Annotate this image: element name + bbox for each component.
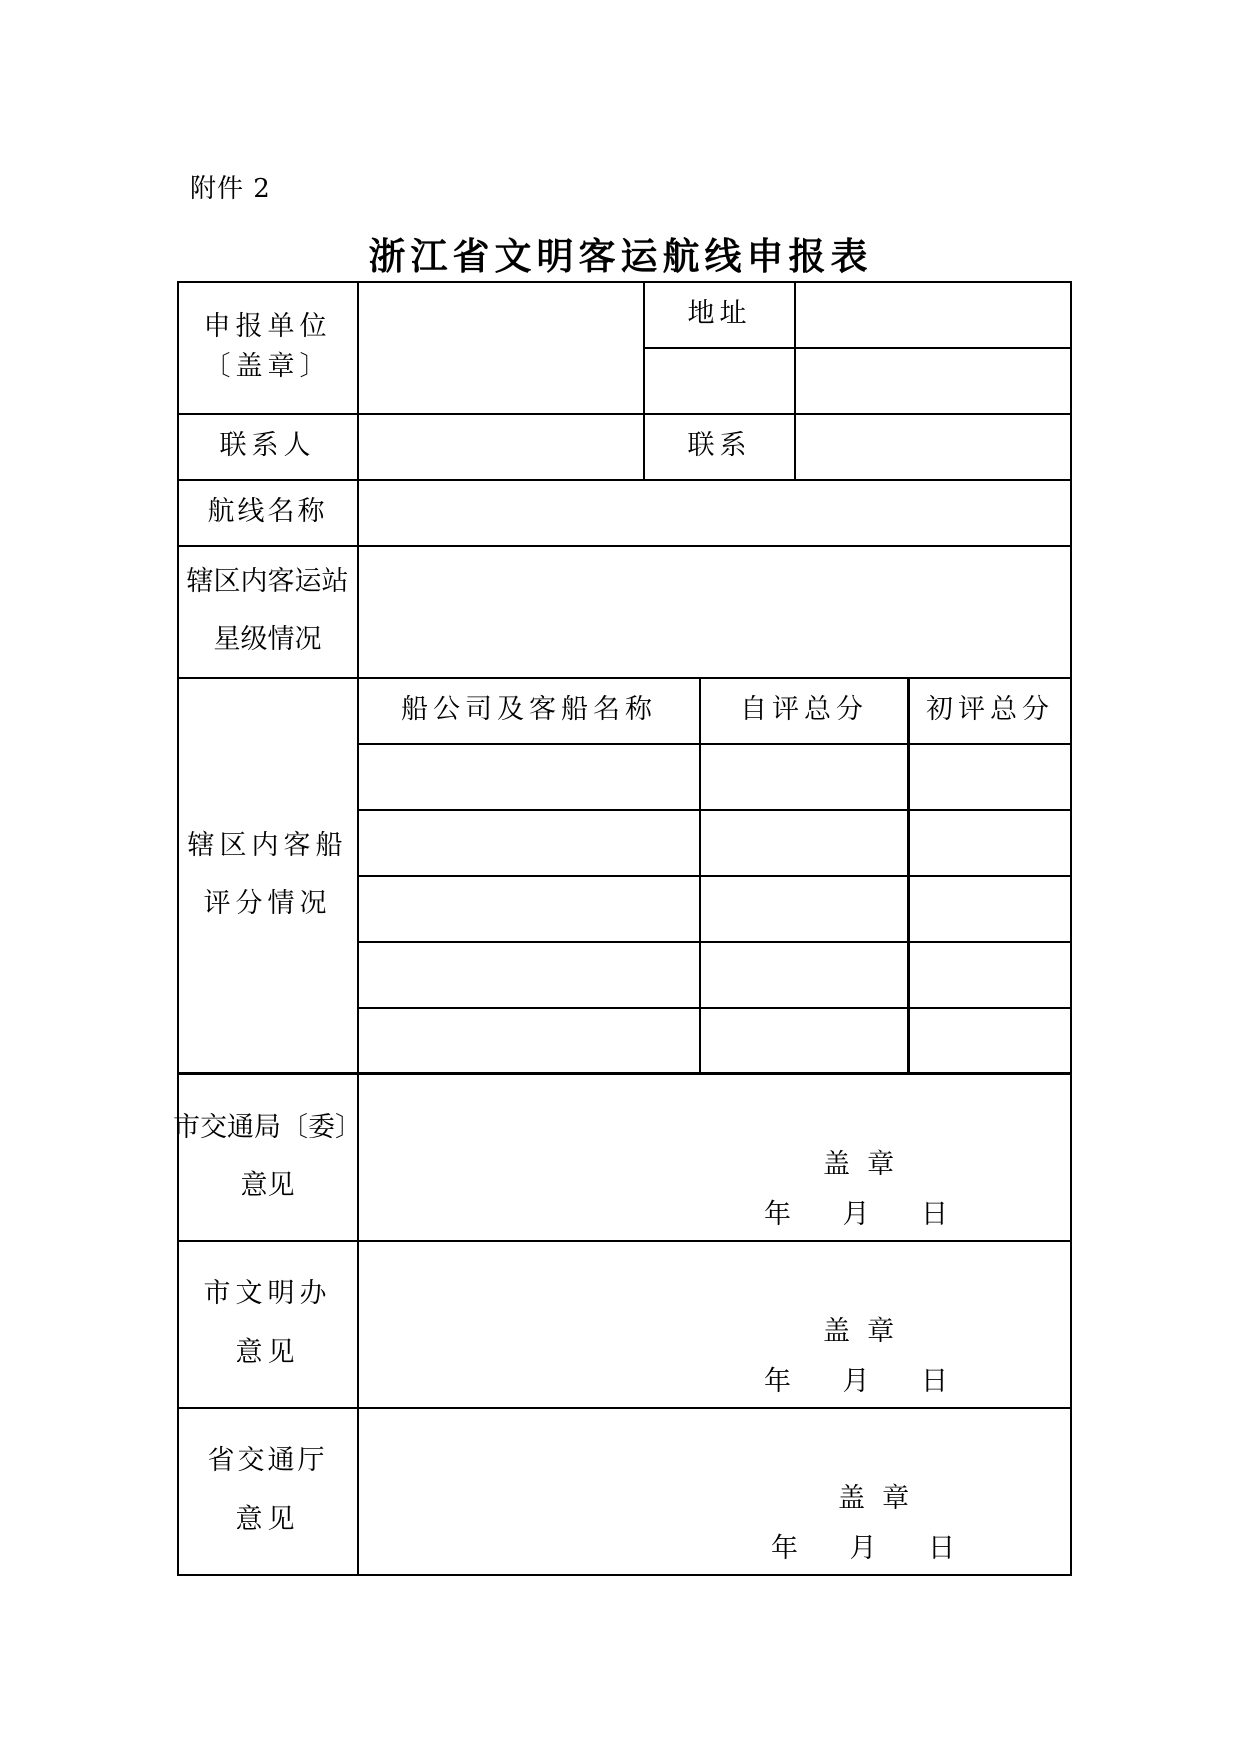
ship-row-1-name-input[interactable] bbox=[359, 745, 699, 809]
address-input[interactable] bbox=[796, 283, 1070, 347]
station-label-sub: 星级情况 bbox=[213, 624, 322, 655]
address-label-cell bbox=[644, 281, 795, 347]
date-line: 年 月 日 bbox=[764, 1366, 948, 1397]
ship-row-5-initial-input[interactable] bbox=[910, 1009, 1070, 1072]
opinion-civilization-office-input[interactable] bbox=[359, 1242, 1070, 1407]
ship-section-label: 辖区内客船 bbox=[187, 829, 348, 861]
extra-value-input[interactable] bbox=[796, 349, 1070, 413]
unit-label-cell bbox=[177, 281, 358, 413]
ship-row-3-self-input[interactable] bbox=[701, 877, 907, 941]
ship-header-initial-score-text: 初评总分 bbox=[926, 693, 1054, 725]
form-title: 浙江省文明客运航线申报表 bbox=[368, 234, 873, 278]
opinion-provincial-transport-input[interactable] bbox=[359, 1409, 1070, 1574]
ship-row-5-self-input[interactable] bbox=[701, 1009, 907, 1072]
ship-row-4-initial-input[interactable] bbox=[910, 943, 1070, 1007]
table-border-bottom bbox=[177, 1574, 1072, 1576]
opinion-civilization-office-label-cell bbox=[177, 1240, 358, 1407]
extra-label-input[interactable] bbox=[645, 349, 794, 413]
opinion-transport-bureau-label-cell bbox=[173, 1073, 362, 1241]
contact-person-label: 联系人 bbox=[219, 429, 316, 461]
contact-label: 联系 bbox=[687, 429, 752, 461]
ship-row-1-initial-input[interactable] bbox=[910, 745, 1070, 809]
ship-row-5-name-input[interactable] bbox=[359, 1009, 699, 1072]
ship-row-2-self-input[interactable] bbox=[701, 811, 907, 875]
opinion-provincial-transport-label-cell bbox=[177, 1407, 358, 1574]
attachment-label: 附件 2 bbox=[190, 174, 271, 204]
ship-section-label-cell bbox=[177, 677, 358, 1073]
route-name-label: 航线名称 bbox=[207, 495, 328, 527]
date-line: 年 月 日 bbox=[771, 1533, 955, 1564]
opinion-transport-bureau-input[interactable] bbox=[359, 1075, 1070, 1240]
ship-row-2-name-input[interactable] bbox=[359, 811, 699, 875]
contact-input[interactable] bbox=[796, 415, 1070, 479]
opinion-provincial-transport-label: 省交通厅 bbox=[207, 1445, 328, 1477]
contact-label-cell bbox=[644, 413, 795, 479]
ship-row-4-name-input[interactable] bbox=[359, 943, 699, 1007]
seal-mark: 盖 章 bbox=[838, 1483, 910, 1514]
ship-section-label-sub: 评分情况 bbox=[203, 888, 332, 919]
ship-row-2-initial-input[interactable] bbox=[910, 811, 1070, 875]
seal-mark: 盖 章 bbox=[823, 1316, 895, 1347]
route-name-label-cell bbox=[177, 479, 358, 545]
ship-header-self-score bbox=[700, 677, 908, 743]
address-label: 地址 bbox=[687, 297, 752, 329]
contact-person-label-cell bbox=[177, 413, 358, 479]
ship-header-self-score-text: 自评总分 bbox=[740, 693, 868, 725]
station-label-cell bbox=[177, 545, 358, 677]
unit-label: 申报单位 bbox=[203, 310, 332, 342]
application-form bbox=[173, 281, 1072, 1589]
contact-person-input[interactable] bbox=[359, 415, 643, 479]
opinion-label-suffix: 意见 bbox=[235, 1336, 300, 1368]
ship-row-3-name-input[interactable] bbox=[359, 877, 699, 941]
station-label: 辖区内客运站 bbox=[186, 565, 349, 597]
table-border-right bbox=[1070, 281, 1072, 1575]
seal-mark: 盖 章 bbox=[823, 1149, 895, 1180]
date-line: 年 月 日 bbox=[764, 1199, 948, 1230]
opinion-civilization-office-label: 市文明办 bbox=[203, 1278, 332, 1310]
ship-header-name bbox=[358, 677, 700, 743]
unit-input[interactable] bbox=[359, 283, 643, 413]
opinion-label-suffix: 意见 bbox=[235, 1503, 300, 1535]
ship-header-initial-score bbox=[909, 677, 1071, 743]
ship-row-4-self-input[interactable] bbox=[701, 943, 907, 1007]
ship-row-1-self-input[interactable] bbox=[701, 745, 907, 809]
opinion-transport-bureau-label: 市交通局〔委〕 bbox=[173, 1111, 362, 1143]
station-rating-input[interactable] bbox=[359, 547, 1070, 677]
ship-header-name-text: 船公司及客船名称 bbox=[401, 693, 657, 725]
ship-row-3-initial-input[interactable] bbox=[910, 877, 1070, 941]
route-name-input[interactable] bbox=[359, 481, 1070, 545]
seal-label: 〔盖章〕 bbox=[203, 351, 332, 382]
opinion-label-suffix: 意见 bbox=[240, 1170, 295, 1201]
